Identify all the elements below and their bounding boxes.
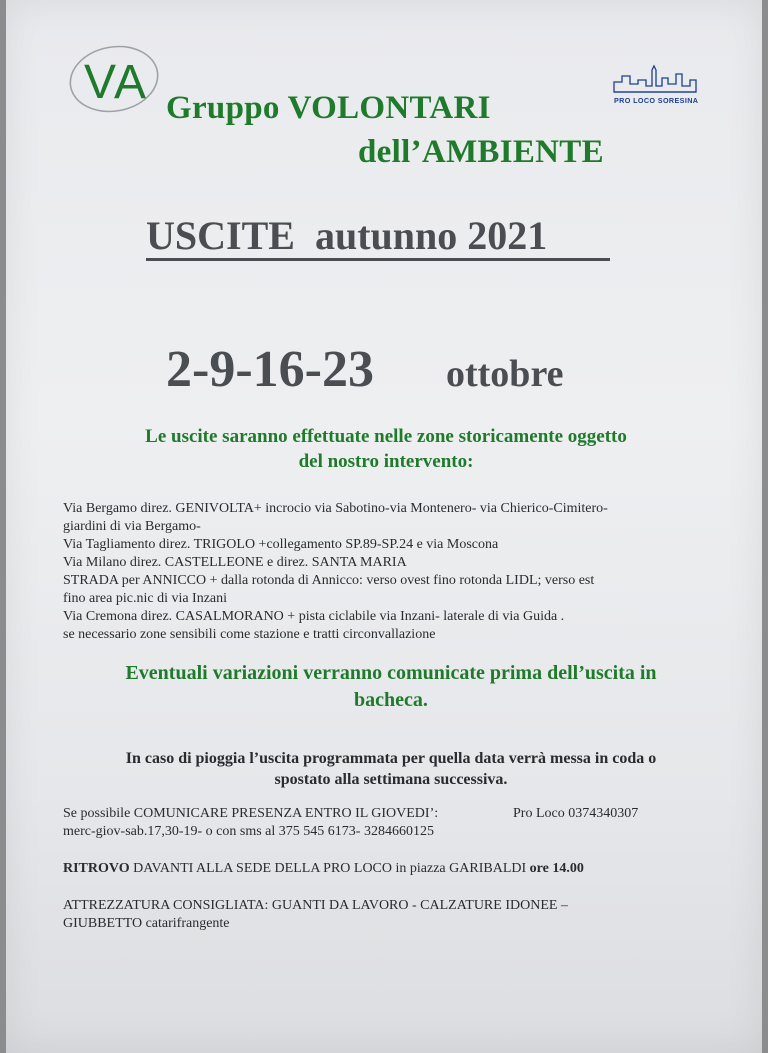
intro-line-2: del nostro intervento: — [298, 451, 474, 472]
route-line: fino area pic.nic di via Inzani — [63, 591, 228, 606]
variations-line-1: Eventuali variazioni verranno comunicate prima dell’uscita in — [125, 662, 657, 684]
meeting-time: ore 14.00 — [529, 861, 584, 876]
intro-line-1: Le uscite saranno effettuate nelle zone storicamente oggetto — [145, 426, 627, 447]
route-line: Via Milano direz. CASTELLEONE e direz. SANTA MARIA — [63, 555, 407, 570]
rain-line-2: spostato alla settimana successiva. — [274, 771, 508, 788]
rain-line-1: In caso di pioggia l’uscita programmata per quella data verrà messa in coda o — [125, 750, 657, 767]
outings-heading: USCITE autunno 2021 — [146, 213, 548, 258]
equipment-line-1: ATTREZZATURA CONSIGLIATA: GUANTI DA LAVORO - CALZATURE IDONEE – — [63, 898, 568, 913]
heading-underline — [146, 258, 610, 261]
route-line: STRADA per ANNICCO + dalla rotonda di Annicco: verso ovest fino rotonda LIDL; verso est — [63, 573, 595, 588]
pro-loco-logo-text: PRO LOCO SORESINA — [614, 96, 698, 105]
intro-text — [46, 424, 726, 474]
meeting-point — [63, 861, 584, 877]
title-line-1: Gruppo VOLONTARI — [166, 90, 491, 126]
outing-month: ottobre — [446, 353, 564, 395]
meeting-text: DAVANTI ALLA SEDE DELLA PRO LOCO in piazza GARIBALDI — [129, 861, 530, 876]
route-line: Via Bergamo direz. GENIVOLTA+ incrocio via Sabotino-via Montenero- via Chierico-Cimitero- — [63, 501, 608, 516]
routes-list — [63, 500, 703, 644]
flyer-sheet — [6, 0, 762, 1053]
route-line: Via Cremona direz. CASALMORANO + pista ciclabile via Inzani- laterale di via Guida . — [63, 609, 565, 624]
equipment-line-2: GIUBBETTO catarifrangente — [63, 916, 230, 931]
va-logo-text: VA — [84, 56, 146, 109]
contact-line-1: Se possibile COMUNICARE PRESENZA ENTRO IL GIOVEDI’: — [63, 806, 439, 821]
rain-notice — [46, 748, 736, 790]
route-line: Via Tagliamento direz. TRIGOLO +collegamento SP.89-SP.24 e via Moscona — [63, 537, 499, 552]
variations-line-2: bacheca. — [354, 689, 428, 711]
pro-loco-logo — [610, 62, 702, 108]
route-line: giardini di via Bergamo- — [63, 519, 201, 534]
route-line: se necessario zone sensibili come stazione e tratti circonvallazione — [63, 627, 436, 642]
contact-line-2: merc-giov-sab.17,30-19- o con sms al 375 545 6173- 3284660125 — [63, 824, 434, 839]
contact-proloco-phone: Pro Loco 0374340307 — [513, 806, 639, 821]
title-line-2: dell’AMBIENTE — [358, 134, 604, 170]
va-logo — [66, 42, 166, 116]
outing-days: 2-9-16-23 — [166, 341, 374, 398]
variations-notice — [46, 660, 736, 714]
meeting-label: RITROVO — [63, 861, 130, 876]
